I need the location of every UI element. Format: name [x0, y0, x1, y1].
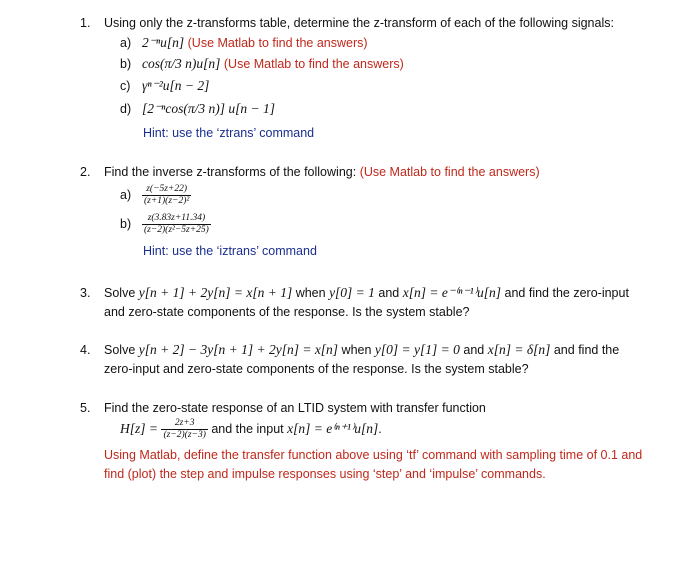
problem-text-tail: and find the zero-input — [504, 286, 629, 300]
fraction — [161, 418, 207, 441]
matlab-instruction-2: find (plot) the step and impulse responses using ‘step’ and ‘impulse’ commands. — [104, 467, 546, 481]
and-word: and — [378, 286, 400, 300]
problem-3-line-2: and zero-state components of the response. Is the system stable? — [104, 305, 470, 319]
transfer-function-label: H[z] = — [120, 421, 158, 436]
signal-expression: γⁿ⁻²u[n − 2] — [142, 78, 210, 93]
item-label: d) — [120, 102, 132, 116]
problem-text: Using only the z-transforms table, determine the z-transform of each of the following signals: — [104, 16, 614, 30]
problem-1-header — [80, 14, 614, 32]
input-connector-text: and the input — [211, 422, 284, 436]
problem-1c — [120, 77, 209, 95]
problem-1a — [120, 34, 368, 52]
sentence-period: . — [378, 422, 382, 436]
solve-word: Solve — [104, 343, 136, 357]
numerator: z(3.83z+11.34) — [142, 213, 211, 225]
item-label: b) — [120, 57, 132, 71]
problem-4-line-1 — [80, 341, 619, 359]
problem-4-line-2: zero-input and zero-state components of the response. Is the system stable? — [104, 362, 529, 376]
input-signal: x[n] = e⁽ⁿ⁺¹⁾u[n] — [287, 421, 379, 436]
difference-equation: y[n + 1] + 2y[n] = x[n + 1] — [138, 285, 293, 300]
hint-ztrans: Hint: use the ‘ztrans’ command — [143, 126, 315, 140]
and-word: and — [463, 343, 485, 357]
fraction — [142, 184, 191, 207]
input-signal: x[n] = δ[n] — [487, 342, 551, 357]
initial-condition: y[0] = 1 — [329, 285, 375, 300]
problem-number: 5. — [80, 401, 91, 415]
problem-number: 2. — [80, 165, 91, 179]
problem-text: Find the zero-state response of an LTID system with transfer function — [104, 401, 486, 415]
input-signal: x[n] = e⁻⁽ⁿ⁻¹⁾u[n] — [402, 285, 502, 300]
problem-number: 3. — [80, 286, 91, 300]
problem-1d — [120, 100, 275, 118]
denominator: (z−2)(z²−5z+25) — [144, 225, 209, 236]
problem-number: 4. — [80, 343, 91, 357]
denominator: (z−2)(z−3) — [163, 430, 206, 441]
initial-condition: y[0] = y[1] = 0 — [374, 342, 460, 357]
when-word: when — [341, 343, 372, 357]
matlab-note: (Use Matlab to find the answers) — [187, 36, 368, 50]
item-label: a) — [120, 188, 132, 202]
problem-3-line-1 — [80, 284, 629, 302]
item-label: c) — [120, 79, 131, 93]
numerator: z(−5z+22) — [142, 184, 191, 196]
numerator: 2z+3 — [161, 418, 207, 430]
signal-expression: [2⁻ⁿcos(π/3 n)] u[n − 1] — [142, 101, 276, 116]
problem-2b — [120, 212, 211, 236]
transfer-function-line — [120, 417, 382, 441]
matlab-note: (Use Matlab to find the answers) — [359, 165, 540, 179]
problem-text-tail: and find the — [553, 343, 620, 357]
matlab-note: (Use Matlab to find the answers) — [223, 57, 404, 71]
problem-text: Find the inverse z-transforms of the following: — [104, 165, 357, 179]
solve-word: Solve — [104, 286, 136, 300]
problem-2-header — [80, 163, 540, 181]
hint-iztrans: Hint: use the ‘iztrans’ command — [143, 244, 317, 258]
signal-expression: 2⁻ⁿu[n] — [142, 35, 185, 50]
fraction — [142, 213, 211, 236]
matlab-instruction-1: Using Matlab, define the transfer function above using ‘tf’ command with sampling time of 0.1 and — [104, 448, 643, 462]
signal-expression: cos(π/3 n)u[n] — [142, 56, 221, 71]
problem-number: 1. — [80, 16, 91, 30]
item-label: a) — [120, 36, 132, 50]
item-label: b) — [120, 217, 132, 231]
difference-equation: y[n + 2] − 3y[n + 1] + 2y[n] = x[n] — [138, 342, 339, 357]
when-word: when — [295, 286, 326, 300]
denominator: (z+1)(z−2)² — [144, 196, 190, 207]
problem-2a — [120, 183, 191, 207]
problem-1b — [120, 55, 404, 73]
problem-5-header — [80, 399, 486, 417]
